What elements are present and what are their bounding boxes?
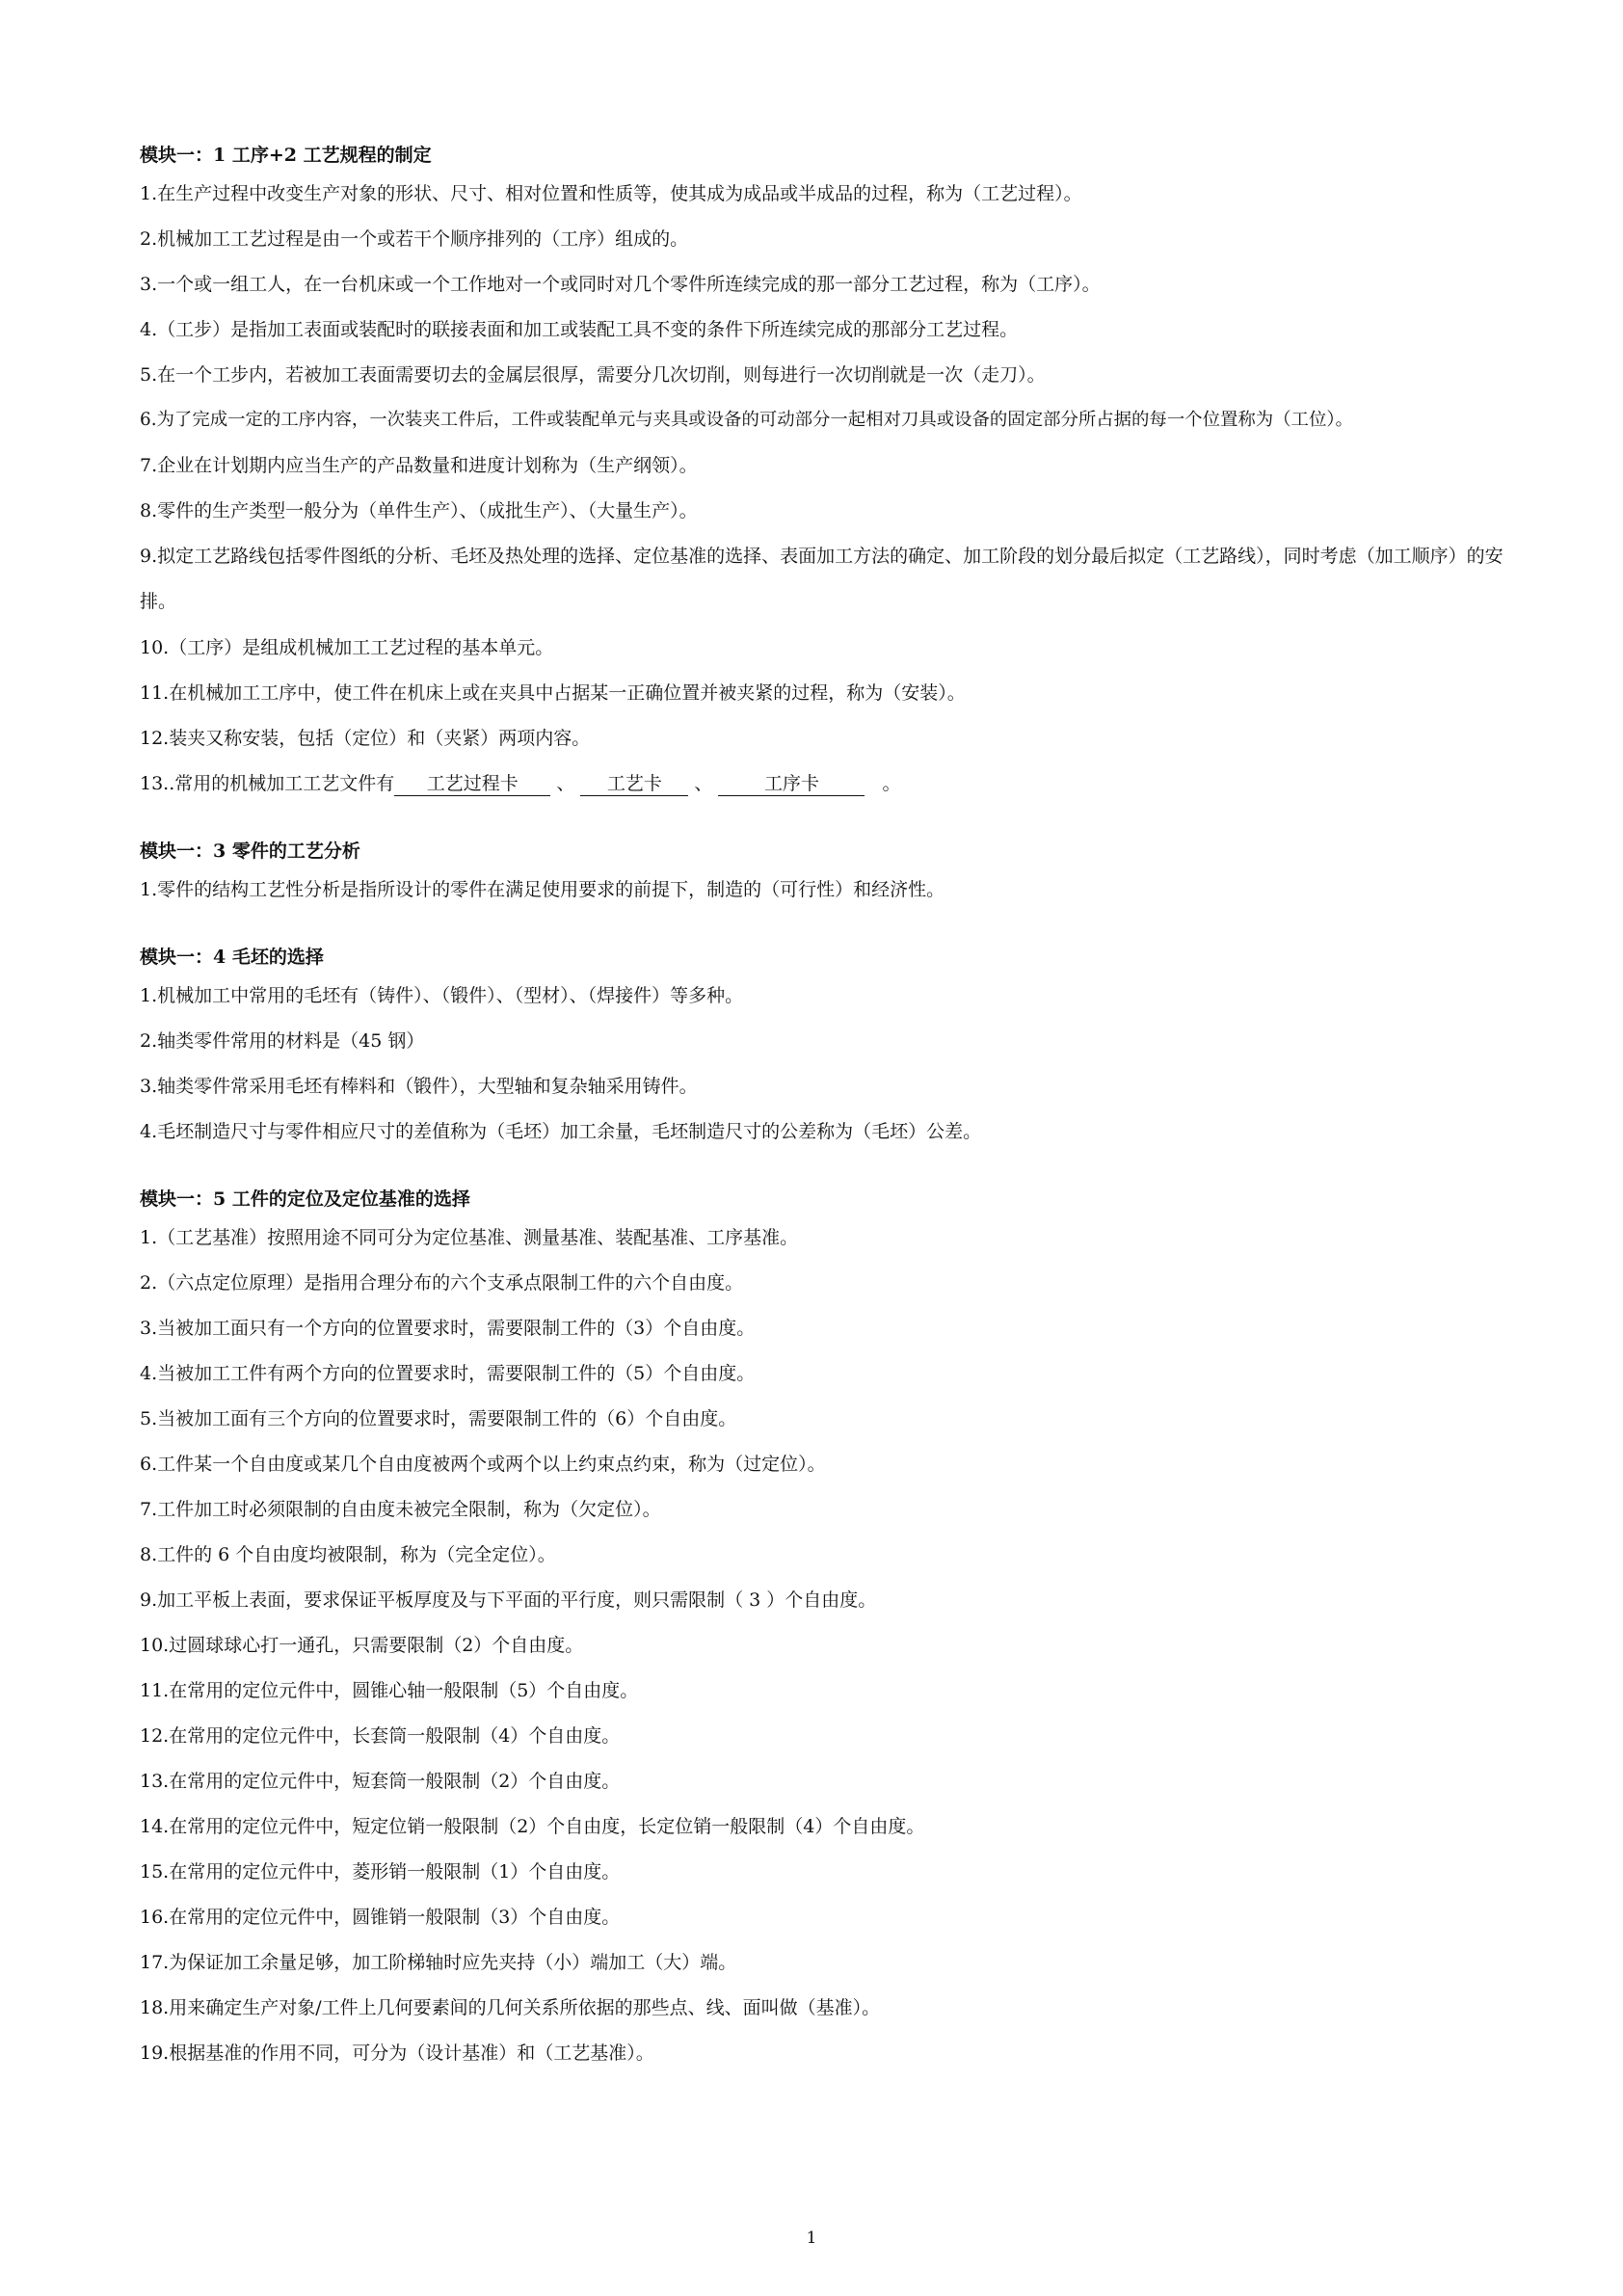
fill-in-item <box>140 771 1508 796</box>
list-item: 5.当被加工面有三个方向的位置要求时，需要限制工件的（6）个自由度。 <box>140 1408 737 1429</box>
list-item: 2.（六点定位原理）是指用合理分布的六个支承点限制工件的六个自由度。 <box>140 1272 744 1294</box>
fill-in-blank: 工序卡 <box>718 772 865 796</box>
list-item: 12.装夹又称安装，包括（定位）和（夹紧）两项内容。 <box>140 728 591 749</box>
list-item: 12.在常用的定位元件中，长套筒一般限制（4）个自由度。 <box>140 1725 621 1747</box>
fill-in-separator: 、 <box>556 773 575 794</box>
list-item: 1.在生产过程中改变生产对象的形状、尺寸、相对位置和性质等，使其成为成品或半成品的过程，称为（工艺过程）。 <box>140 183 1082 204</box>
list-item: 13.在常用的定位元件中，短套筒一般限制（2）个自由度。 <box>140 1771 621 1792</box>
list-item: 10.（工序）是组成机械加工工艺过程的基本单元。 <box>140 637 554 658</box>
list-item: 17.为保证加工余量足够，加工阶梯轴时应先夹持（小）端加工（大）端。 <box>140 1952 737 1973</box>
list-item: 4.（工步）是指加工表面或装配时的联接表面和加工或装配工具不变的条件下所连续完成的那部分工艺过程。 <box>140 319 1019 340</box>
list-item: 2.机械加工工艺过程是由一个或若干个顺序排列的（工序）组成的。 <box>140 228 689 250</box>
list-item: 11.在常用的定位元件中，圆锥心轴一般限制（5）个自由度。 <box>140 1680 639 1701</box>
section-title: 模块一：3 零件的工艺分析 <box>140 841 360 862</box>
list-item: 18.用来确定生产对象/工件上几何要素间的几何关系所依据的那些点、线、面叫做（基准）。 <box>140 1997 881 2018</box>
list-item: 1.零件的结构工艺性分析是指所设计的零件在满足使用要求的前提下，制造的（可行性）和经济性。 <box>140 879 945 900</box>
list-item: 6.工件某一个自由度或某几个自由度被两个或两个以上约束点约束，称为（过定位）。 <box>140 1454 826 1475</box>
list-item: 6.为了完成一定的工序内容，一次装夹工件后，工件或装配单元与夹具或设备的可动部分一起相对刀具或设备的固定部分所占据的每一个位置称为（工位）。 <box>140 410 1353 430</box>
fill-in-suffix: 。 <box>882 773 901 794</box>
list-item: 15.在常用的定位元件中，菱形销一般限制（1）个自由度。 <box>140 1861 621 1882</box>
section-title: 模块一：4 毛坯的选择 <box>140 947 324 968</box>
list-item: 14.在常用的定位元件中，短定位销一般限制（2）个自由度，长定位销一般限制（4）个自由度。 <box>140 1816 925 1837</box>
fill-in-separator: 、 <box>694 773 713 794</box>
fill-in-prefix: 13..常用的机械加工工艺文件有 <box>140 773 395 794</box>
list-item: 5.在一个工步内，若被加工表面需要切去的金属层很厚，需要分几次切削，则每进行一次切削就是一次（走刀）。 <box>140 364 1046 386</box>
list-item: 4.当被加工工件有两个方向的位置要求时，需要限制工件的（5）个自由度。 <box>140 1363 756 1384</box>
fill-in-blank: 工艺过程卡 <box>394 772 550 796</box>
list-item: 7.工件加工时必须限制的自由度未被完全限制，称为（欠定位）。 <box>140 1499 661 1520</box>
section-title: 模块一：5 工件的定位及定位基准的选择 <box>140 1188 470 1210</box>
list-item: 11.在机械加工工序中，使工件在机床上或在夹具中占据某一正确位置并被夹紧的过程，称为（安装）。 <box>140 682 966 704</box>
list-item: 4.毛坯制造尺寸与零件相应尺寸的差值称为（毛坯）加工余量，毛坯制造尺寸的公差称为（毛坯）公差。 <box>140 1121 982 1142</box>
list-item: 2.轴类零件常用的材料是（45 钢） <box>140 1030 425 1052</box>
section-blank-selection <box>140 945 1508 1144</box>
page-number: 1 <box>806 2229 817 2248</box>
fill-in-blank: 工艺卡 <box>580 772 688 796</box>
section-process-planning <box>140 143 1508 796</box>
document-page <box>140 143 1508 2108</box>
list-item: 8.零件的生产类型一般分为（单件生产）、（成批生产）、（大量生产）。 <box>140 500 698 521</box>
list-item: 1.（工艺基准）按照用途不同可分为定位基准、测量基准、装配基准、工序基准。 <box>140 1227 799 1248</box>
list-item: 9.拟定工艺路线包括零件图纸的分析、毛坯及热处理的选择、定位基准的选择、表面加工方法的确定、加工阶段的划分最后拟定（工艺路线），同时考虑（加工顺序）的安排。 <box>140 546 1503 612</box>
list-item: 16.在常用的定位元件中，圆锥销一般限制（3）个自由度。 <box>140 1907 621 1928</box>
list-item: 10.过圆球球心打一通孔，只需要限制（2）个自由度。 <box>140 1635 584 1656</box>
list-item: 3.一个或一组工人，在一台机床或一个工作地对一个或同时对几个零件所连续完成的那一部分工艺过程，称为（工序）。 <box>140 274 1101 295</box>
list-item: 19.根据基准的作用不同，可分为（设计基准）和（工艺基准）。 <box>140 2042 654 2064</box>
list-item: 3.当被加工面只有一个方向的位置要求时，需要限制工件的（3）个自由度。 <box>140 1318 756 1339</box>
list-item: 3.轴类零件常采用毛坯有棒料和（锻件），大型轴和复杂轴采用铸件。 <box>140 1076 698 1097</box>
list-item: 7.企业在计划期内应当生产的产品数量和进度计划称为（生产纲领）。 <box>140 455 698 476</box>
list-item: 8.工件的 6 个自由度均被限制，称为（完全定位）。 <box>140 1544 556 1565</box>
section-part-analysis <box>140 839 1508 902</box>
section-workpiece-positioning <box>140 1187 1508 2066</box>
section-title: 模块一：1 工序+2 工艺规程的制定 <box>140 145 432 166</box>
list-item: 1.机械加工中常用的毛坯有（铸件）、（锻件）、（型材）、（焊接件）等多种。 <box>140 985 744 1006</box>
list-item: 9.加工平板上表面，要求保证平板厚度及与下平面的平行度，则只需限制（ 3 ）个自由度。 <box>140 1589 877 1611</box>
